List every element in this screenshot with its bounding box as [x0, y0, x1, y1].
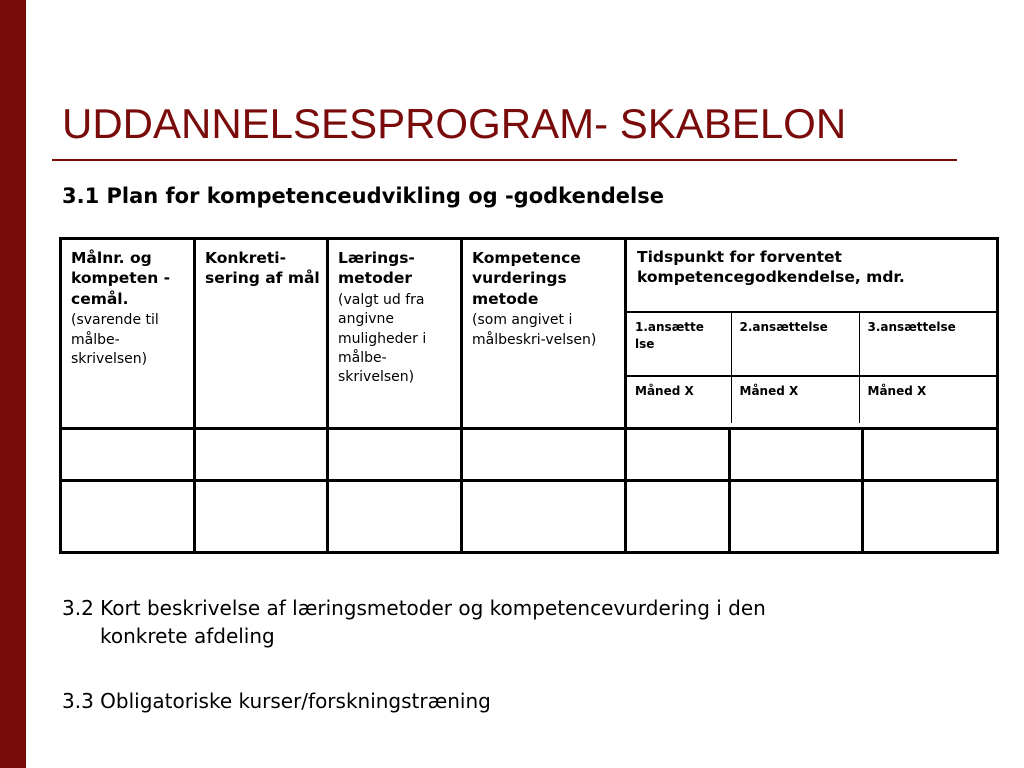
- empty-cell[interactable]: [626, 429, 730, 481]
- header-concretization-label: Konkreti-sering af mål: [205, 249, 320, 288]
- empty-cell[interactable]: [863, 429, 998, 481]
- header-timing: [626, 239, 998, 429]
- header-learning-methods-note: (valgt ud fra angivne muligheder i målbe-skrivelsen): [338, 291, 427, 386]
- table-row: [61, 481, 998, 553]
- empty-cell[interactable]: [61, 429, 195, 481]
- empty-cell[interactable]: [462, 481, 626, 553]
- empty-cell[interactable]: [730, 429, 863, 481]
- section-3-2: [62, 594, 982, 650]
- month-3: Måned X: [859, 376, 996, 423]
- header-concretization: [195, 239, 328, 429]
- section-3-2-line1: 3.2 Kort beskrivelse af læringsmetoder og kompetencevurdering i den: [62, 596, 766, 620]
- header-goal-number: [61, 239, 195, 429]
- empty-cell[interactable]: [195, 429, 328, 481]
- header-assessment-method-label: Kompetence vurderings metode: [472, 249, 581, 308]
- employment-2: 2.ansættelse: [731, 312, 859, 376]
- header-learning-methods: [328, 239, 462, 429]
- slide-title: UDDANNELSESPROGRAM- SKABELON: [62, 100, 847, 147]
- header-goal-number-label: Målnr. og kompeten -cemål.: [71, 249, 171, 308]
- employment-3: 3.ansættelse: [867, 320, 956, 334]
- empty-cell[interactable]: [195, 481, 328, 553]
- timing-heading: Tidspunkt for forventet kompetencegodkendelse, mdr.: [627, 240, 996, 312]
- header-assessment-method: [462, 239, 626, 429]
- section-3-2-line2: konkrete afdeling: [100, 624, 275, 648]
- title-divider: [52, 159, 957, 161]
- section-heading-3-1: 3.1 Plan for kompetenceudvikling og -godkendelse: [62, 184, 664, 208]
- empty-cell[interactable]: [863, 481, 998, 553]
- competence-plan-table: [59, 237, 999, 554]
- month-2: Måned X: [731, 376, 859, 423]
- empty-cell[interactable]: [462, 429, 626, 481]
- left-accent-bar: [0, 0, 26, 768]
- table-row: [61, 429, 998, 481]
- empty-cell[interactable]: [730, 481, 863, 553]
- empty-cell[interactable]: [61, 481, 195, 553]
- month-1: Måned X: [627, 376, 731, 423]
- empty-cell[interactable]: [626, 481, 730, 553]
- timing-subtable: [627, 240, 996, 423]
- section-3-3: 3.3 Obligatoriske kurser/forskningstræning: [62, 689, 491, 713]
- header-assessment-method-note: (som angivet i målbeskri-velsen): [472, 312, 597, 348]
- empty-cell[interactable]: [328, 481, 462, 553]
- header-learning-methods-label: Lærings-metoder: [338, 249, 415, 288]
- empty-cell[interactable]: [328, 429, 462, 481]
- header-goal-number-note: (svarende til målbe-skrivelsen): [71, 312, 159, 367]
- employment-1: 1.ansætte lse: [627, 312, 731, 376]
